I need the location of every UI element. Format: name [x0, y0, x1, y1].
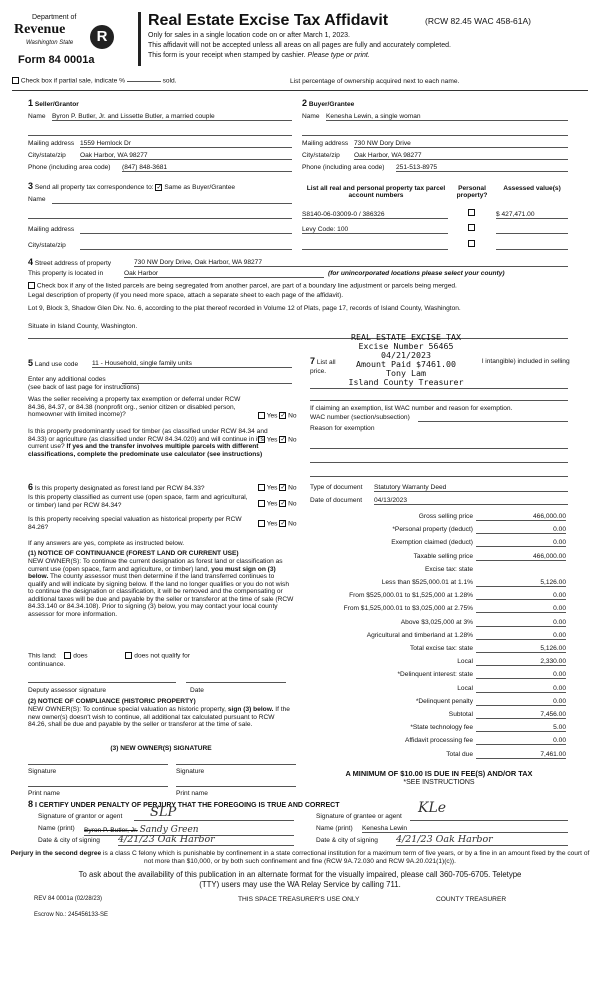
wac-number[interactable]: [418, 414, 568, 422]
does-not-checkbox[interactable]: [125, 652, 132, 659]
sig-label-2: Signature: [176, 768, 205, 775]
owner-print-line2[interactable]: [176, 780, 296, 787]
page-title: Real Estate Excise Tax Affidavit: [148, 12, 389, 29]
tax-row: [310, 724, 568, 734]
tax-row: [310, 751, 568, 761]
tax-row-value[interactable]: 2,330.00: [476, 658, 566, 666]
q-historic-no[interactable]: ✓: [280, 520, 286, 527]
tax-row-label: *State technology fee: [410, 724, 473, 732]
tax-row-label: Affidavit processing fee: [404, 737, 473, 745]
same-as-buyer-label: Same as Buyer/Grantee: [164, 184, 236, 191]
seller-mailing[interactable]: 1559 Hemlock Dr: [80, 140, 292, 148]
seller-phone-label: Phone (including area code): [28, 164, 111, 171]
tax-row: [310, 619, 568, 629]
tax-row-label: Total due: [446, 750, 473, 758]
buyer-heading: 2 Buyer/Grantee: [302, 98, 355, 108]
tax-row: [310, 526, 568, 536]
doc-date-label: Date of document: [310, 497, 363, 504]
buyer-mailing-label: Mailing address: [302, 140, 349, 147]
owner-sig-line1[interactable]: [28, 758, 168, 765]
tax-row-label: *Delinquent penalty: [415, 697, 473, 705]
deputy-signature-line[interactable]: [28, 676, 176, 683]
tax-row-value[interactable]: 0.00: [476, 698, 566, 706]
stamp-line2: Excise Number 56465: [358, 341, 454, 351]
buyer-mailing[interactable]: 730 NW Dory Drive: [354, 140, 568, 148]
grantor-print-label: Name (print): [38, 825, 75, 832]
located-in[interactable]: Oak Harbor: [124, 270, 324, 278]
segregated-row: [28, 282, 457, 289]
tax-row: [310, 605, 568, 615]
divider: [12, 90, 588, 91]
assessed-value[interactable]: $ 427,471.00: [496, 211, 568, 219]
segregated-checkbox[interactable]: [28, 282, 35, 289]
seller-name[interactable]: Byron P. Butler, Jr. and Lissette Butler, a married couple: [52, 113, 292, 121]
stamp-line1: REAL ESTATE EXCISE TAX: [351, 332, 461, 342]
personal-checkbox-1[interactable]: [468, 209, 475, 216]
buyer-city-label: City/state/zip: [302, 152, 340, 159]
grantee-date-label: Date & city of signing: [316, 837, 378, 844]
doc-type-label: Type of document: [310, 484, 363, 491]
tax-row-label: *Delinquent interest: state: [397, 671, 473, 679]
q-current-use-answer: Yes ✓ No: [258, 500, 297, 507]
tax-row-value[interactable]: 7,461.00: [476, 751, 566, 759]
seller-name-line2[interactable]: [28, 129, 292, 136]
stamp-line6: Island County Treasurer: [348, 377, 464, 387]
tax-row-label: Local: [457, 658, 473, 666]
does-checkbox[interactable]: [64, 652, 71, 659]
form-number: Form 84 0001a: [18, 54, 95, 66]
q-forest-answer: Yes ✓ No: [258, 484, 297, 491]
tax-row: [310, 737, 568, 747]
tax-row: [310, 685, 568, 695]
section7-text-b: l intangible) included in selling: [482, 358, 570, 365]
tax-row-value[interactable]: 0.00: [476, 737, 566, 745]
segregated-label: Check box if any of the listed parcels are being segregated from another parcel, are part of a boundary line adjustment or parcels being merged.: [36, 282, 457, 290]
parcel-number[interactable]: S8140-06-03009-0 / 386326: [302, 211, 448, 219]
legal-description-2: Situate in Island County, Washington.: [28, 323, 138, 330]
q-exemption-yes[interactable]: [258, 412, 265, 419]
title-ref: (RCW 82.45 WAC 458-61A): [425, 16, 531, 26]
wac-label: WAC number (section/subsection): [310, 414, 410, 421]
intro-line2: This affidavit will not be accepted unless all areas on all pages are fully and accurately completed.: [148, 42, 451, 49]
tax-row: [310, 658, 568, 668]
seller-heading: 1 Seller/Grantor: [28, 98, 79, 108]
tax-row: [310, 579, 568, 589]
treasurer-use-only: THIS SPACE TREASURER'S USE ONLY: [238, 896, 360, 903]
grantor-signature-mark: SLP: [150, 805, 177, 820]
q-current-use: Is this property classified as current use (open space, farm and agricultural, or timber) land per RCW 84.34?: [28, 494, 248, 509]
owner-sig-line2[interactable]: [176, 758, 296, 765]
form-revision: REV 84 0001a (02/28/23): [34, 896, 103, 902]
grantor-print-handwritten: Sandy Green: [139, 825, 199, 835]
doc-type[interactable]: Statutory Warranty Deed: [374, 484, 568, 492]
buyer-phone-label: Phone (including area code): [302, 164, 385, 171]
reason-line2[interactable]: [310, 456, 568, 463]
q-forest-yes[interactable]: [258, 484, 265, 491]
tax-row-label: Taxable selling price: [413, 552, 473, 560]
tax-row-label: *Personal property (deduct): [392, 526, 473, 534]
q-forest: 6 Is this property designated as forest land per RCW 84.33?: [28, 482, 205, 492]
tax-row-value[interactable]: 466,000.00: [476, 513, 566, 521]
same-as-buyer-checkbox[interactable]: ✓: [156, 183, 162, 191]
additional-codes-label: Enter any additional codes: [28, 376, 106, 383]
seller-phone[interactable]: (847) 848-3681: [122, 164, 292, 172]
buyer-phone[interactable]: 251-513-8975: [396, 164, 568, 172]
intro-line3: [148, 52, 370, 59]
notice2-heading: (2) NOTICE OF COMPLIANCE (HISTORIC PROPERTY): [28, 698, 196, 705]
seller-city[interactable]: Oak Harbor, WA 98277: [80, 152, 292, 160]
buyer-name-label: Name: [302, 113, 320, 120]
tax-row-value[interactable]: 0.00: [476, 526, 566, 534]
buyer-name-line2[interactable]: [302, 129, 568, 136]
tax-row-value[interactable]: 5,126.00: [476, 579, 566, 587]
personal-property-line[interactable]: [310, 382, 568, 389]
seller-city-label: City/state/zip: [28, 152, 66, 159]
ownership-note: List percentage of ownership acquired next to each name.: [290, 78, 460, 85]
q-timber-no[interactable]: ✓: [280, 436, 286, 443]
deputy-date-label: Date: [190, 687, 204, 694]
this-land-row: This land: does does not qualify for: [28, 652, 190, 660]
tax-row: [310, 513, 568, 523]
escrow-number: Escrow No.: 245456133-SE: [34, 912, 109, 918]
grantor-date-city[interactable]: 4/21/23 Oak Harbor: [118, 834, 294, 846]
deputy-date-line[interactable]: [186, 676, 286, 683]
q-current-use-yes[interactable]: [258, 500, 265, 507]
dept-line3: Washington State: [26, 40, 74, 46]
tax-row-value[interactable]: 0.00: [476, 632, 566, 640]
q-historic: Is this property receiving special valuation as historical property per RCW 84.26?: [28, 516, 242, 531]
tax-row-label: Agricultural and timberland at 1.28%: [366, 631, 473, 639]
county-treasurer: COUNTY TREASURER: [436, 896, 507, 903]
section7-text-c: price.: [310, 368, 327, 375]
tax-row-value[interactable]: 466,000.00: [476, 553, 566, 561]
tax-row-label: Less than $525,000.01 at 1.1%: [381, 579, 473, 586]
tax-row-label: Local: [457, 684, 473, 692]
exemption-note: If claiming an exemption, list WAC number and reason for exemption.: [310, 405, 513, 412]
s3-name-line2[interactable]: [28, 212, 292, 219]
tax-row-value[interactable]: 0.00: [476, 605, 566, 613]
section3-text: 3 Send all property tax correspondence to: ✓ Same as Buyer/Grantee: [28, 181, 236, 191]
s3-name-label: Name: [28, 196, 46, 203]
buyer-name[interactable]: Kenesha Lewin, a single woman: [326, 113, 568, 121]
print-label-2: Print name: [176, 790, 208, 797]
partial-sale-checkbox[interactable]: [12, 77, 19, 84]
q-forest-no[interactable]: ✓: [280, 484, 286, 491]
q-exemption-no[interactable]: ✓: [280, 412, 286, 419]
personal-checkbox-2[interactable]: [468, 224, 475, 231]
q-historic-answer: Yes ✓ No: [258, 520, 297, 527]
land-use-code[interactable]: 11 - Household, single family units: [92, 360, 292, 368]
print-label-1: Print name: [28, 790, 60, 797]
perjury-notice: Perjury in the second degree is a class C felony which is punishable by confinement in a state correctional institution for a maximum term of five years, or by a fine in an amount fixed by the court of not more than $10,000, or by both such confinement and fine (RCW 9A.72.030 and RCW 9A.20.021(1)(c)).: [10, 850, 590, 865]
continuance-label: continuance.: [28, 661, 66, 668]
tax-row-label: Gross selling price: [418, 513, 473, 520]
reason-line3[interactable]: [310, 470, 568, 477]
q-exemption: Was the seller receiving a property tax exemption or deferral under RCW 84.36, 84.37, or 84.38 (nonprofit org., senior citizen or disabled person, homeowner with limited income)?: [28, 396, 241, 419]
tax-row-value[interactable]: 0.00: [476, 619, 566, 627]
q-timber: Is this property predominantly used for timber (as classified under RCW 84.34 and 84.33) or agriculture (as classified under RCW 84.34.020) and will continue in it's current use? If yes and the transfer involves multiple parcels with different classifications, complete the predominate use calculator (see instructions): [28, 428, 268, 458]
assessed-value-2[interactable]: [496, 226, 568, 234]
reason-label: Reason for exemption: [310, 425, 375, 432]
tax-row-value[interactable]: 0.00: [476, 539, 566, 547]
additional-codes[interactable]: [122, 376, 292, 384]
located-label: This property is located in: [28, 270, 104, 277]
s3-name[interactable]: [52, 196, 292, 204]
intro-line3a: This form is your receipt when stamped by cashier.: [148, 52, 306, 59]
alternate-format-2: (TTY) users may use the WA Relay Service by calling 711.: [199, 880, 401, 889]
street-address[interactable]: 730 NW Dory Drive, Oak Harbor, WA 98277: [134, 259, 568, 267]
partial-label-b: sold.: [162, 77, 177, 85]
partial-percent-field[interactable]: [127, 81, 161, 82]
grantor-date-label: Date & city of signing: [38, 837, 100, 844]
reason-line1[interactable]: [310, 442, 568, 449]
dept-line1: Department of: [32, 14, 77, 21]
grantor-sig-label: Signature of grantor or agent: [38, 813, 123, 820]
grantee-print-label: Name (print): [316, 825, 353, 832]
seller-name-label: Name: [28, 113, 46, 120]
tax-row: [310, 645, 568, 655]
grantee-signature-mark: KLe: [418, 800, 447, 816]
parcel-col-header: List all real and personal property tax parcel account numbers: [306, 185, 446, 199]
q-exemption-answer: Yes ✓ No: [258, 412, 297, 419]
buyer-city[interactable]: Oak Harbor, WA 98277: [354, 152, 568, 160]
intro-line1: Only for sales in a single location code on or after March 1, 2023.: [148, 32, 350, 39]
s3-mailing[interactable]: [80, 226, 292, 234]
wa-logo-icon: R: [90, 25, 114, 49]
tax-row-value[interactable]: 7,456.00: [476, 711, 566, 719]
legal-note: Legal description of property (if you need more space, attach a separate sheet to each page of the affidavit).: [28, 292, 344, 299]
notice1-heading: (1) NOTICE OF CONTINUANCE (FOREST LAND OR CURRENT USE): [28, 550, 239, 557]
grantee-sig-label: Signature of grantee or agent: [316, 813, 402, 820]
personal-col-header: Personal property?: [456, 185, 488, 199]
grantee-date-city[interactable]: 4/21/23 Oak Harbor: [396, 834, 568, 846]
q-historic-yes[interactable]: [258, 520, 265, 527]
tax-row-label: Subtotal: [448, 711, 473, 718]
tax-row-value[interactable]: 5.00: [476, 724, 566, 732]
tax-row-value[interactable]: 5,126.00: [476, 645, 566, 653]
notice3-heading: (3) NEW OWNER(S) SIGNATURE: [110, 745, 212, 752]
s3-mailing-label: Mailing address: [28, 226, 75, 233]
see-instructions: *SEE INSTRUCTIONS: [403, 779, 475, 786]
sig-label-1: Signature: [28, 768, 57, 775]
legal-description-1: Lot 9, Block 3, Shadow Glen Div. No. 6, according to the plat thereof recorded in Volume 12 of Plats, page 17, records of Island County, Washington.: [28, 305, 461, 312]
street-address-row: 4 Street address of property: [28, 257, 112, 267]
intro-line3b: Please type or print.: [307, 52, 370, 59]
dept-line2: Revenue: [14, 22, 66, 37]
seller-mailing-label: Mailing address: [28, 140, 75, 147]
dor-logo: [14, 12, 118, 58]
personal-checkbox-3[interactable]: [468, 240, 475, 247]
tax-row: [310, 632, 568, 642]
tax-row-value[interactable]: 0.00: [476, 685, 566, 693]
notice2-text: NEW OWNER(S): To continue special valuation as historic property, sign (3) below. If the new owner(s) doesn't wish to continue, all additional tax calculated pursuant to RCW 84.26, shall be due and payable by the seller or transferor at the time of sale.: [28, 706, 290, 728]
q-timber-yes[interactable]: [258, 436, 265, 443]
tax-row-label: From $525,000.01 to $1,525,000 at 1.28%: [349, 592, 473, 600]
stamp-line5: Tony Lam: [386, 368, 426, 378]
section7-text: 7 List all: [310, 356, 336, 366]
tax-row: [310, 698, 568, 708]
land-use-row: 5 Land use code: [28, 358, 79, 368]
tax-row-label: From $1,525,000.01 to $3,025,000 at 2.75%: [343, 605, 473, 613]
tax-row: [310, 671, 568, 681]
levy-code[interactable]: Levy Code: 100: [302, 226, 448, 234]
partial-label: Check box if partial sale, indicate %: [20, 77, 125, 85]
q-timber-answer: Yes ✓ No: [258, 436, 297, 443]
tax-row-value[interactable]: 0.00: [476, 671, 566, 679]
treasurer-stamp: [322, 333, 490, 387]
unincorporated-note: (for unincorporated locations please select your county): [328, 270, 505, 277]
answers-note: If any answers are yes, complete as instructed below.: [28, 540, 185, 547]
header-divider: [138, 12, 141, 66]
minimum-note: A MINIMUM OF $10.00 IS DUE IN FEE(S) AND/OR TAX: [345, 769, 533, 778]
q-current-use-no[interactable]: ✓: [280, 500, 286, 507]
grantor-print-struck: Byron P. Butler, Jr.: [84, 827, 138, 834]
grantee-print[interactable]: Kenesha Lewin: [362, 825, 568, 833]
notice1-text: NEW OWNER(S): To continue the current designation as forest land or classification as current use (open space, farm and agriculture, or timber) land, you must sign on (3) below. The county assessor must then determine if the land transferred continues to qualify and will indicate by signing below. If the land no longer qualifies or you do not wish to continue the designation or classification, it will be removed and the compensating or additional taxes will be due and payable by the seller or transferor at the time of sale (RCW 84.33.140 or 84.34.108). Prior to signing (3) below, you may contact your local county assessor for more information.: [28, 558, 294, 618]
assessed-value-3[interactable]: [496, 242, 568, 250]
doc-date[interactable]: 04/13/2023: [374, 497, 568, 505]
s3-city-label: City/state/zip: [28, 242, 66, 249]
partial-sale: [12, 77, 177, 84]
tax-row: [310, 592, 568, 602]
stamp-line4: Amount Paid $7461.00: [356, 359, 456, 369]
tax-row-label: Total excise tax: state: [409, 645, 473, 652]
deputy-label: Deputy assessor signature: [28, 687, 107, 694]
personal-property-line2[interactable]: [310, 394, 568, 401]
tax-row-label: Above $3,025,000 at 3%: [400, 618, 473, 626]
tax-row: [310, 711, 568, 721]
tax-row-label: Excise tax: state: [424, 565, 473, 573]
tax-row-value[interactable]: 0.00: [476, 592, 566, 600]
s3-city[interactable]: [80, 242, 292, 250]
certify-heading: 8 I CERTIFY UNDER PENALTY OF PERJURY THAT THE FOREGOING IS TRUE AND CORRECT: [28, 799, 340, 809]
tax-row-label: Exemption claimed (deduct): [391, 539, 473, 547]
alternate-format-1: To ask about the availability of this publication in an alternate format for the visually impaired, please call 360-705-6705. Teletype: [78, 870, 522, 879]
stamp-line3: 04/21/2023: [381, 350, 431, 360]
additional-codes-note: (see back of last page for instructions): [28, 384, 140, 391]
assessed-col-header: Assessed value(s): [503, 185, 561, 192]
owner-print-line1[interactable]: [28, 780, 168, 787]
tax-row: [310, 566, 568, 576]
parcel-number-3[interactable]: [302, 242, 448, 250]
tax-row: [310, 553, 568, 563]
tax-row: [310, 539, 568, 549]
